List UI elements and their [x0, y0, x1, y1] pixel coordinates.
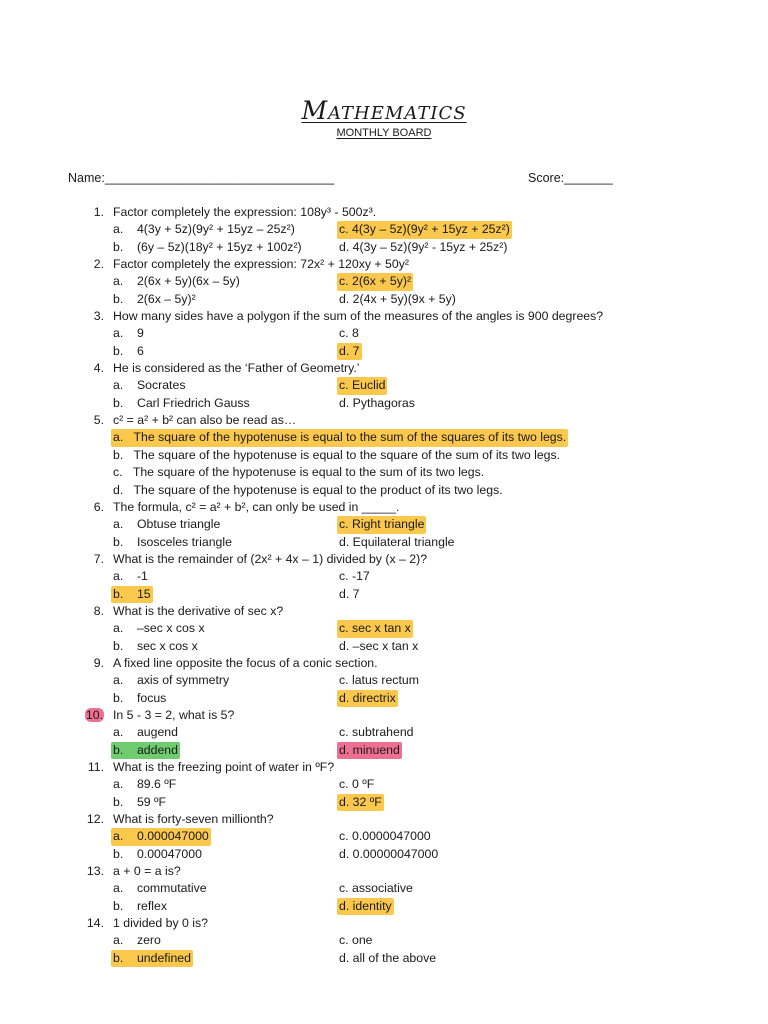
- question-text: What is the remainder of (2x² + 4x – 1) divided by (x – 2)?: [113, 551, 428, 566]
- option-text: focus: [136, 690, 167, 705]
- question-text: Factor completely the expression: 108y³ - 500z³.: [113, 205, 377, 219]
- answer-option[interactable]: [113, 239, 302, 256]
- answer-option[interactable]: d. 7: [339, 586, 360, 601]
- answer-option[interactable]: c. one: [339, 933, 373, 948]
- answer-row: [0, 690, 768, 707]
- question-list: [0, 204, 768, 967]
- answer-option[interactable]: [113, 221, 295, 238]
- question-number-text: 9.: [93, 655, 104, 670]
- answer-option[interactable]: [113, 447, 560, 464]
- question-number-text: 3.: [93, 309, 104, 324]
- option-text: axis of symmetry: [136, 673, 230, 688]
- option-text: reflex: [136, 898, 168, 913]
- answer-row: [0, 447, 768, 464]
- question-text: c² = a² + b² can also be read as…: [113, 413, 297, 428]
- answer-option[interactable]: [113, 898, 167, 915]
- option-letter: b.: [113, 395, 124, 410]
- option-text: -1: [136, 569, 148, 584]
- option-letter: b.: [113, 638, 124, 653]
- question-number: [94, 256, 104, 273]
- answer-option[interactable]: c. 0 ºF: [339, 777, 375, 792]
- answer-row: [0, 724, 768, 741]
- option-text: sec x cos x: [136, 638, 198, 653]
- answer-option[interactable]: c. 2(6x + 5y)²: [337, 273, 413, 290]
- question-number-text: 14.: [86, 916, 104, 931]
- question-number: [94, 360, 104, 377]
- answer-option[interactable]: d. 7: [337, 343, 362, 360]
- answer-option[interactable]: c. 8: [339, 326, 359, 341]
- option-letter: a.: [113, 777, 124, 792]
- option-text: 0.00047000: [136, 846, 202, 861]
- question-row: [0, 499, 768, 516]
- option-text: 15: [136, 586, 151, 601]
- question-text: What is the freezing point of water in ºF?: [113, 760, 335, 774]
- answer-option[interactable]: [111, 429, 568, 446]
- answer-row: [0, 325, 768, 342]
- question-text: What is forty-seven millionth?: [113, 812, 274, 827]
- option-text: addend: [136, 742, 178, 757]
- answer-row: [0, 568, 768, 585]
- question-text: 1 divided by 0 is?: [113, 916, 209, 931]
- answer-row: [0, 239, 768, 256]
- option-letter: c.: [113, 465, 123, 480]
- question-number: [94, 655, 104, 672]
- question-text: He is considered as the ‘Father of Geometry.’: [113, 361, 360, 376]
- option-letter: b.: [113, 534, 124, 549]
- option-letter: a.: [113, 378, 124, 393]
- answer-option[interactable]: [113, 672, 229, 689]
- answer-row: [0, 898, 768, 915]
- option-letter: b.: [113, 846, 124, 861]
- option-text: Isosceles triangle: [136, 534, 232, 549]
- answer-option[interactable]: [111, 742, 180, 759]
- question-row: [0, 256, 768, 273]
- answer-row: [0, 776, 768, 793]
- option-letter: a.: [113, 569, 124, 584]
- question-number-text: 11.: [87, 760, 104, 774]
- answer-option[interactable]: d. 0.00000047000: [339, 846, 439, 861]
- option-letter: a.: [113, 621, 124, 636]
- option-text: undefined: [136, 950, 191, 965]
- answer-option[interactable]: [113, 880, 207, 897]
- answer-row: [0, 516, 768, 533]
- answer-option[interactable]: c. subtrahend: [339, 725, 414, 740]
- option-text: The square of the hypotenuse is equal to the sum of its two legs.: [132, 465, 485, 480]
- option-letter: a.: [113, 933, 124, 948]
- answer-option[interactable]: [113, 325, 144, 342]
- answer-option[interactable]: [113, 724, 178, 741]
- answer-row: [0, 846, 768, 863]
- question-number: [94, 412, 104, 429]
- question-row: [0, 360, 768, 377]
- option-letter: a.: [113, 881, 124, 896]
- answer-option[interactable]: [111, 828, 211, 845]
- option-letter: b.: [113, 950, 124, 965]
- answer-option[interactable]: [113, 846, 202, 863]
- answer-option[interactable]: [113, 377, 185, 394]
- answer-row: [0, 377, 768, 394]
- question-row: [0, 707, 768, 724]
- option-letter: d.: [113, 482, 124, 497]
- answer-row: [0, 880, 768, 897]
- answer-option[interactable]: d. –sec x tan x: [339, 638, 419, 653]
- answer-option[interactable]: [113, 932, 161, 949]
- option-letter: a.: [113, 725, 124, 740]
- option-text: The square of the hypotenuse is equal to the square of the sum of its two legs.: [133, 447, 561, 462]
- question-number: [94, 204, 104, 221]
- answer-option[interactable]: c. 4(3y – 5z)(9y² + 15yz + 25z²): [337, 221, 512, 238]
- option-text: Carl Friedrich Gauss: [136, 395, 250, 410]
- question-number-text: 13.: [86, 864, 104, 879]
- answer-option[interactable]: d. Equilateral triangle: [339, 534, 455, 549]
- question-text: The formula, c² = a² + b², can only be used in _____.: [113, 499, 400, 514]
- question-number-text: 5.: [93, 413, 104, 428]
- answer-row: [0, 638, 768, 655]
- answer-option[interactable]: [113, 273, 240, 290]
- option-letter: a.: [113, 222, 124, 237]
- answer-option[interactable]: c. latus rectum: [339, 673, 419, 688]
- answer-option[interactable]: [113, 395, 250, 412]
- question-number: [87, 863, 104, 880]
- option-text: augend: [136, 725, 178, 740]
- question-row: [0, 603, 768, 620]
- option-text: –sec x cos x: [136, 621, 205, 636]
- answer-row: [0, 794, 768, 811]
- question-number-text: 2.: [93, 257, 104, 272]
- name-field[interactable]: Name:_________________________________: [68, 171, 335, 185]
- answer-row: [0, 950, 768, 967]
- answer-option[interactable]: c. -17: [339, 569, 370, 584]
- question-number: [87, 811, 104, 828]
- answer-option[interactable]: c. Right triangle: [337, 516, 426, 533]
- question-text: A fixed line opposite the focus of a conic section.: [113, 655, 378, 670]
- question-number-text: 12.: [86, 812, 104, 827]
- answer-row: [0, 221, 768, 238]
- option-text: 59 ºF: [136, 794, 167, 809]
- question-number: [94, 551, 104, 568]
- option-letter: a.: [113, 326, 124, 341]
- answer-row: [0, 482, 768, 499]
- option-letter: b.: [113, 291, 124, 306]
- answer-option[interactable]: [113, 482, 503, 499]
- question-row: [0, 204, 768, 221]
- option-text: The square of the hypotenuse is equal to the sum of the squares of its two legs.: [133, 430, 567, 445]
- option-letter: b.: [113, 898, 124, 913]
- question-number: [94, 308, 104, 325]
- answer-option[interactable]: d. 4(3y – 5z)(9y² - 15yz + 25z²): [339, 239, 508, 254]
- answer-row: [0, 672, 768, 689]
- option-text: 6: [136, 343, 144, 358]
- answer-row: [0, 534, 768, 551]
- question-number: [88, 759, 104, 776]
- option-letter: b.: [113, 447, 124, 462]
- question-row: [0, 759, 768, 776]
- option-text: 89.6 ºF: [136, 777, 177, 792]
- option-letter: a.: [113, 829, 124, 844]
- question-row: [0, 811, 768, 828]
- answer-option[interactable]: [113, 343, 144, 360]
- question-number-text: 8.: [93, 603, 104, 618]
- answer-option[interactable]: [113, 638, 198, 655]
- question-number-text: 10.: [85, 707, 103, 722]
- answer-option[interactable]: d. 32 ºF: [337, 794, 384, 811]
- answer-option[interactable]: c. sec x tan x: [337, 620, 413, 637]
- answer-option[interactable]: c. associative: [339, 881, 413, 896]
- answer-option[interactable]: c. 0.0000047000: [339, 829, 431, 844]
- option-text: 2(6x – 5y)²: [136, 291, 196, 306]
- question-number-text: 7.: [93, 551, 104, 566]
- answer-row: [0, 395, 768, 412]
- answer-option[interactable]: [113, 291, 196, 308]
- option-text: 4(3y + 5z)(9y² + 15yz – 25z²): [136, 222, 295, 237]
- option-letter: b.: [113, 794, 124, 809]
- answer-row: [0, 464, 768, 481]
- option-text: 9: [136, 326, 144, 341]
- answer-option[interactable]: c. Euclid: [337, 377, 387, 394]
- option-letter: a.: [113, 517, 124, 532]
- answer-option[interactable]: d. all of the above: [339, 950, 437, 965]
- question-number-text: 4.: [93, 361, 104, 376]
- answer-option[interactable]: [113, 620, 205, 637]
- answer-row: [0, 586, 768, 603]
- answer-option[interactable]: [113, 690, 166, 707]
- answer-option[interactable]: [111, 586, 153, 603]
- question-row: [0, 915, 768, 932]
- option-text: zero: [136, 933, 161, 948]
- option-letter: a.: [113, 274, 124, 289]
- answer-row: [0, 620, 768, 637]
- answer-row: [0, 429, 768, 446]
- question-row: [0, 863, 768, 880]
- question-text: a + 0 = a is?: [113, 864, 181, 879]
- question-number: [94, 603, 104, 620]
- score-field[interactable]: Score:_______: [528, 171, 613, 185]
- page-title: Mathematics: [301, 96, 467, 125]
- question-number: [94, 499, 104, 516]
- answer-option[interactable]: [113, 568, 148, 585]
- option-letter: b.: [113, 742, 124, 757]
- option-letter: a.: [113, 673, 124, 688]
- option-text: commutative: [136, 881, 207, 896]
- option-text: 2(6x + 5y)(6x – 5y): [136, 274, 240, 289]
- question-row: [0, 308, 768, 325]
- option-letter: b.: [113, 343, 124, 358]
- question-row: [0, 412, 768, 429]
- answer-row: [0, 343, 768, 360]
- question-text: Factor completely the expression: 72x² + 120xy + 50y²: [113, 257, 409, 272]
- answer-row: [0, 291, 768, 308]
- option-letter: b.: [113, 239, 124, 254]
- option-text: The square of the hypotenuse is equal to the product of its two legs.: [133, 482, 503, 497]
- question-text: What is the derivative of sec x?: [113, 603, 284, 618]
- answer-option[interactable]: d. Pythagoras: [339, 395, 415, 410]
- question-number: [87, 915, 104, 932]
- question-text: In 5 - 3 = 2, what is 5?: [113, 707, 235, 722]
- question-number-text: 1.: [93, 205, 104, 219]
- answer-option[interactable]: [111, 950, 193, 967]
- answer-row: [0, 828, 768, 845]
- option-letter: b.: [113, 690, 124, 705]
- option-text: (6y – 5z)(18y² + 15yz + 100z²): [136, 239, 302, 254]
- option-letter: a.: [113, 430, 124, 445]
- answer-option[interactable]: [113, 464, 484, 481]
- answer-option[interactable]: d. directrix: [337, 690, 398, 707]
- question-row: [0, 551, 768, 568]
- option-letter: b.: [113, 586, 124, 601]
- answer-option[interactable]: [113, 534, 232, 551]
- page-subtitle: MONTHLY BOARD: [336, 127, 432, 139]
- answer-row: [0, 273, 768, 290]
- question-text: How many sides have a polygon if the sum of the measures of the angles is 900 degrees?: [113, 309, 604, 324]
- answer-option[interactable]: d. 2(4x + 5y)(9x + 5y): [339, 291, 456, 306]
- question-row: [0, 655, 768, 672]
- question-number: [85, 707, 104, 724]
- option-text: Socrates: [136, 378, 186, 393]
- answer-option[interactable]: [113, 794, 166, 811]
- answer-option[interactable]: [113, 776, 176, 793]
- answer-row: [0, 742, 768, 759]
- option-text: 0.000047000: [136, 829, 209, 844]
- option-text: Obtuse triangle: [136, 517, 221, 532]
- answer-option[interactable]: d. minuend: [337, 742, 402, 759]
- answer-option[interactable]: [113, 516, 220, 533]
- answer-option[interactable]: d. identity: [337, 898, 394, 915]
- question-number-text: 6.: [93, 499, 104, 514]
- answer-row: [0, 932, 768, 949]
